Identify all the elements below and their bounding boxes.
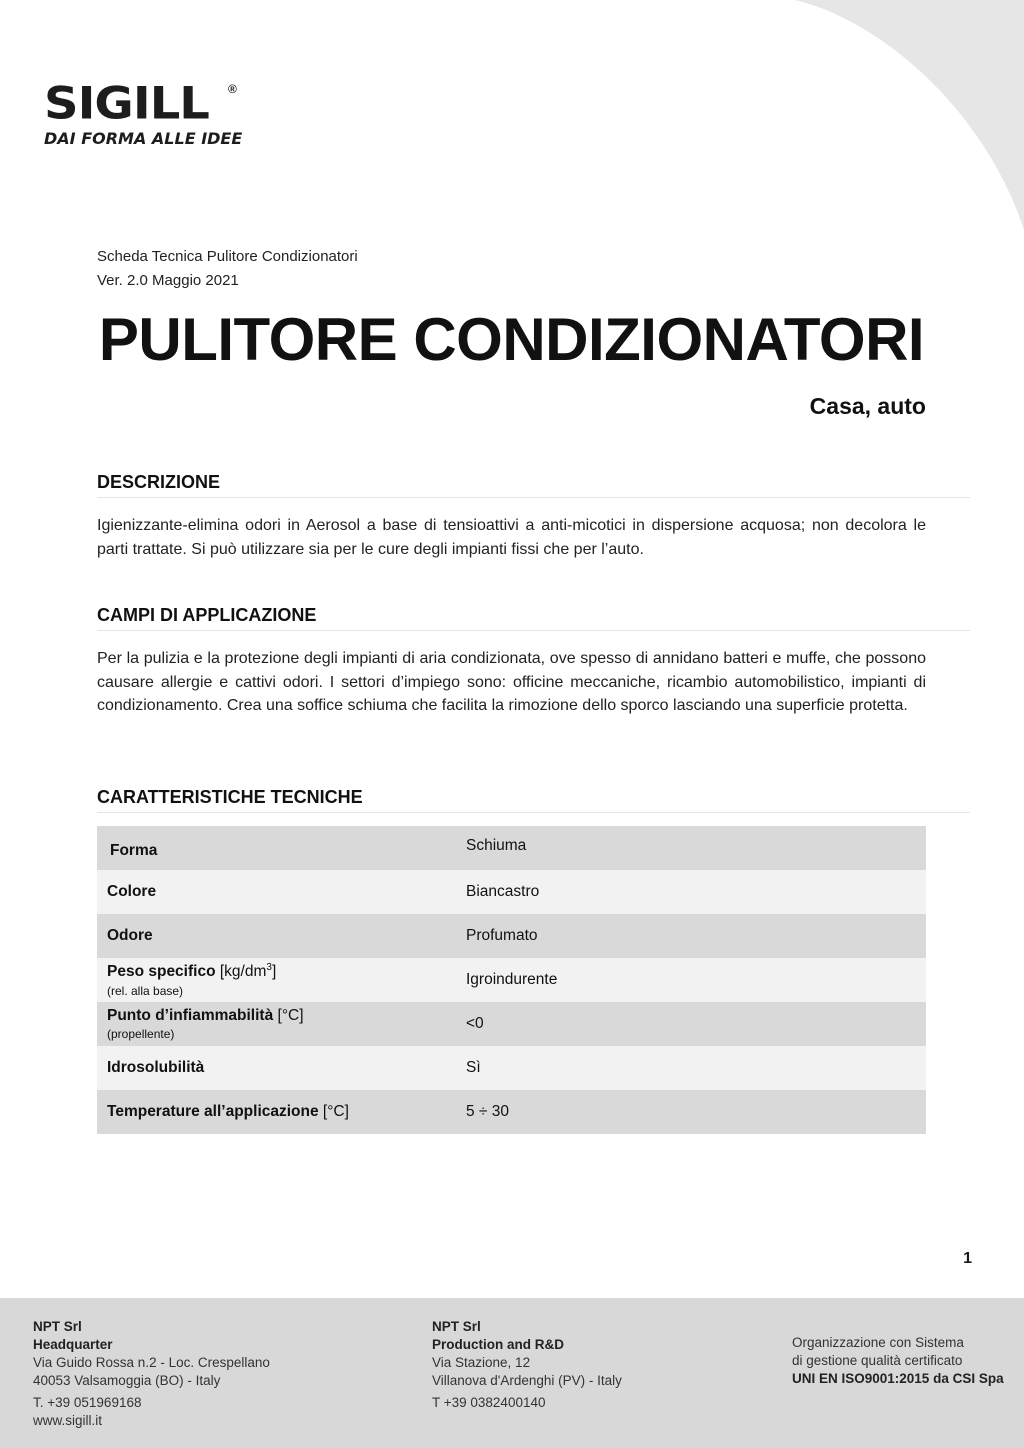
- spec-value: Profumato: [448, 914, 926, 958]
- footer-website-link[interactable]: www.sigill.it: [33, 1413, 103, 1428]
- table-row: [97, 958, 926, 1002]
- table-row: [97, 826, 926, 870]
- section-text: Per la pulizia e la protezione degli impianti di aria condizionata, ove spesso di annidano batteri e muffe, che possono causare allergie e cattivi odori. I settori d’impiego sono: officine meccaniche, ricambio automobilistico, impianti di condizionamento. Crea una soffice schiuma che facilita la rimozione dello sporco lasciando una superficie protetta.: [97, 650, 926, 714]
- page-subtitle: Casa, auto: [809, 393, 926, 419]
- section-text: Igienizzante-elimina odori in Aerosol a base di tensioattivi a anti-micotici in dispersione acquosa; non decolora le parti trattate. Si può utilizzare sia per le cure degli impianti fissi che per l’auto.: [97, 517, 926, 558]
- spec-label: Forma: [97, 826, 448, 870]
- table-row: [97, 1090, 926, 1134]
- footer-headquarter: [33, 1318, 270, 1430]
- section-heading: CARATTERISTICHE TECNICHE: [97, 787, 970, 813]
- footer-address: Villanova d'Ardenghi (PV) - Italy: [432, 1373, 622, 1388]
- spec-label: Peso specifico $[kg/dm^3]$ (rel. alla base): [97, 958, 448, 1002]
- section-heading: DESCRIZIONE: [97, 472, 970, 498]
- logo-wordmark: SIGILL: [44, 78, 209, 130]
- footer-cert-line: di gestione qualità certificato: [792, 1353, 963, 1368]
- footer-address: 40053 Valsamoggia (BO) - Italy: [33, 1373, 221, 1388]
- page-title: PULITORE CONDIZIONATORI: [98, 306, 925, 373]
- spec-value: Igroindurente: [448, 958, 926, 1002]
- spec-value: Schiuma: [448, 826, 926, 870]
- table-row: [97, 914, 926, 958]
- spec-value: Sì: [448, 1046, 926, 1090]
- footer-cert-line: Organizzazione con Sistema: [792, 1335, 964, 1350]
- footer-address: Via Stazione, 12: [432, 1355, 531, 1370]
- spec-label: Colore: [97, 870, 448, 914]
- spec-note: (rel. alla base): [107, 983, 184, 998]
- sigill-logo: [44, 80, 242, 148]
- table-row: [97, 1002, 926, 1046]
- section-heading: CAMPI DI APPLICAZIONE: [97, 605, 970, 631]
- spec-label: Idrosolubilità: [97, 1046, 448, 1090]
- footer-phone: T. +39 051969168: [33, 1395, 142, 1410]
- spec-value: <0: [448, 1002, 926, 1046]
- footer-cert-standard: UNI EN ISO9001:2015 da CSI Spa: [792, 1371, 1004, 1386]
- spec-value: 5 ÷ 30: [448, 1090, 926, 1134]
- spec-value: Biancastro: [448, 870, 926, 914]
- section-campi-di-applicazione: [97, 605, 970, 718]
- footer-phone: T +39 0382400140: [432, 1395, 546, 1410]
- document-version: Ver. 2.0 Maggio 2021: [97, 272, 239, 289]
- spec-label: Odore: [97, 914, 448, 958]
- spec-note: (propellente): [107, 1027, 175, 1041]
- footer-role: Headquarter: [33, 1337, 113, 1352]
- spec-label: Temperature all’applicazione [°C]: [97, 1090, 448, 1134]
- table-row: [97, 870, 926, 914]
- footer-certification: [792, 1334, 1004, 1388]
- page-number: 1: [963, 1250, 972, 1267]
- footer-address: Via Guido Rossa n.2 - Loc. Crespellano: [33, 1355, 270, 1370]
- footer-company: NPT Srl: [33, 1319, 82, 1334]
- spec-label: Punto d’infiammabilità [°C] (propellente): [97, 1002, 448, 1046]
- footer: [0, 1298, 1024, 1448]
- document-meta: [97, 245, 358, 293]
- registered-mark: ®: [228, 82, 237, 96]
- section-descrizione: [97, 472, 970, 561]
- section-caratteristiche-tecniche: [97, 787, 970, 813]
- logo-tagline: DAI FORMA ALLE IDEE: [44, 129, 243, 148]
- footer-company: NPT Srl: [432, 1319, 481, 1334]
- footer-role: Production and R&D: [432, 1337, 564, 1352]
- table-row: [97, 1046, 926, 1090]
- footer-production: [432, 1318, 622, 1412]
- specs-table: [97, 826, 926, 1134]
- document-type: Scheda Tecnica Pulitore Condizionatori: [97, 248, 358, 265]
